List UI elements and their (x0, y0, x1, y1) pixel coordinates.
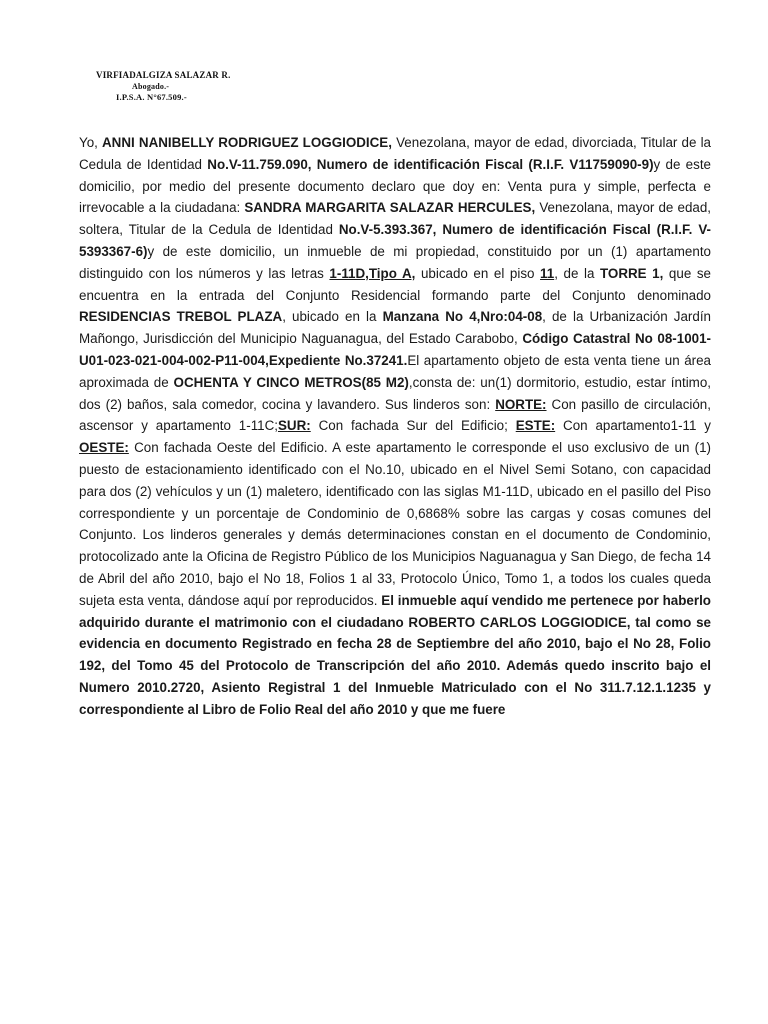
text-run: Con pasillo de circulación, ascensor y apartamento 1-11C; (79, 396, 711, 434)
letterhead (96, 70, 231, 103)
text-run: , ubicado en la (282, 309, 383, 325)
text-run: y de este domicilio, un inmueble de mi propiedad, constituido por un (1) apartamento distinguido con los números y las letras (79, 243, 711, 281)
text-run: NORTE: (495, 396, 547, 412)
text-run: OESTE: (79, 440, 129, 456)
text-run: y de este domicilio, por medio del presente documento declaro que doy en: Venta pura y simple, perfecta e irrevocable a la ciudadana: (79, 156, 711, 216)
text-run: , de la Urbanización Jardín Mañongo, Jurisdicción del Municipio Naguanagua, del Estado Carabobo, (79, 309, 711, 347)
text-run: OCHENTA Y CINCO METROS(85 M2) (173, 374, 409, 390)
text-run: que se encuentra en la entrada del Conjunto Residencial formando parte del Conjunto denominado (79, 265, 711, 303)
text-run: SANDRA MARGARITA SALAZAR HERCULES, (244, 200, 536, 216)
text-run: , de la (554, 265, 600, 281)
text-run: Venezolana, mayor de edad, divorciada, Titular de la Cedula de Identidad (79, 135, 711, 172)
text-run: No.V-11.759.090, Numero de identificación Fiscal (R.I.F. V11759090-9) (207, 156, 654, 172)
text-run: Código Catastral No 08-1001-U01-023-021-004-002-P11-004,Expediente No.37241. (79, 331, 712, 368)
text-run: Venezolana, mayor de edad, soltera, Titular de la Cedula de Identidad (79, 200, 712, 238)
text-run: El apartamento objeto de esta venta tiene un área aproximada de (79, 352, 711, 390)
text-run: ubicado en el piso (415, 265, 541, 281)
text-run: Con apartamento1-11 y (555, 418, 711, 434)
lawyer-title: Abogado.- (132, 82, 170, 91)
text-run: No.V-5.393.367, Numero de identificación Fiscal (R.I.F. V-5393367-6) (79, 222, 711, 259)
text-run: El inmueble aquí vendido me pertenece por haberlo adquirido durante el matrimonio con el ciudadano ROBERTO CARLOS LOGGIODICE, tal como se evidencia en documento Registrado en fecha 28 de Septiembre del año 2010, bajo el No 28, Folio 192, del Tomo 45 del Protocolo de Transcripción del año 2010. Además quedo inscrito bajo el Numero 2010.2720, Asiento Registral 1 del Inmueble Matriculado con el No 311.7.12.1.1235 y correspondiente al Libro de Folio Real del año 2010 y que me fuere (79, 592, 711, 717)
text-run: SUR: (278, 418, 311, 434)
text-run: ESTE: (515, 418, 556, 434)
text-run: ANNI NANIBELLY RODRIGUEZ LOGGIODICE, (102, 135, 392, 150)
lawyer-name: VIRFIADALGIZA SALAZAR R. (96, 70, 231, 80)
text-run: ,consta de: un(1) dormitorio, estudio, estar íntimo, dos (2) baños, sala comedor, cocina y lavandero. Sus linderos son: (79, 374, 711, 412)
text-run: RESIDENCIAS TREBOL PLAZA (79, 309, 283, 325)
text-run: Con fachada Oeste del Edificio. A este apartamento le corresponde el uso exclusivo de un (1) puesto de estacionamiento identificado con el No.10, ubicado en el Nivel Semi Sotano, con capacidad para dos (2) vehículos y un (1) maletero, identificado con las siglas M1-11D, ubicado en el pasillo del Piso correspondiente y un porcentaje de Condominio de 0,6868% sobre las cargas y cosas comunes del Conjunto. Los linderos generales y demás determinaciones constan en el documento de Condominio, protocolizado ante la Oficina de Registro Público de los Municipios Naguanagua y San Diego, de fecha 14 de Abril del año 2010, bajo el No 18, Folios 1 al 33, Protocolo Único, Tomo 1, a todos los cuales queda sujeta esta venta, dándose aquí por reproducidos. (79, 440, 711, 608)
document-body (79, 132, 711, 721)
lawyer-ipsa-number: I.P.S.A. N°67.509.- (116, 92, 187, 102)
text-run: Manzana No 4,Nro:04-08 (382, 309, 543, 325)
text-run: Yo, (79, 135, 103, 150)
text-run: TORRE 1, (599, 265, 664, 281)
text-run: 11 (540, 265, 555, 281)
text-run: 1-11D,Tipo A, (329, 265, 416, 281)
text-run: Con fachada Sur del Edificio; (310, 418, 516, 434)
